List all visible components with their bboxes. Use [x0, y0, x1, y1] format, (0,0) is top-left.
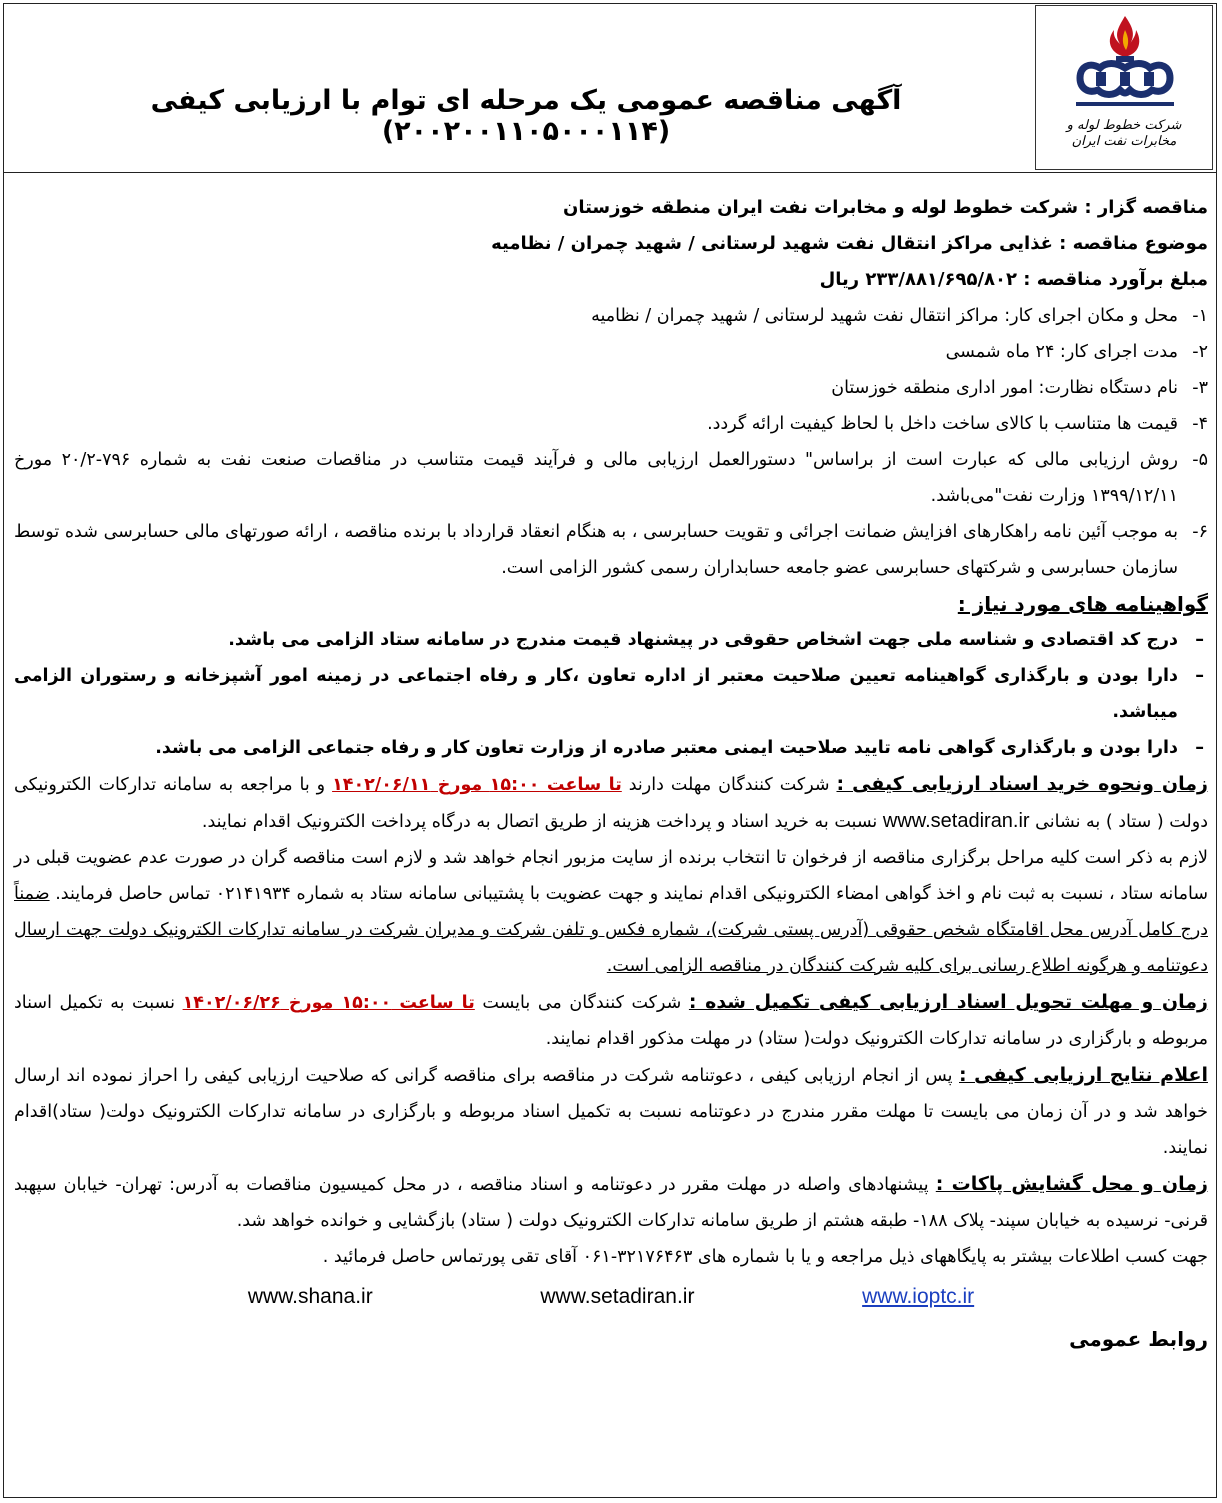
list-item: ۳- نام دستگاه نظارت: امور اداری منطقه خوزستان	[831, 378, 1208, 398]
signature-block	[14, 1321, 1208, 1357]
list-item: ۶- به موجب آئین نامه راهکارهای افزایش ضمانت اجرائی و تقویت حسابرسی ، به هنگام انعقاد قرارداد با برنده مناقصه ، ارائه صورتهای مالی حسابرسی شده توسط سازمان حسابرسی و شرکتهای حسابرسی عضو جامعه حسابداران رسمی کشور الزامی است.	[14, 522, 1208, 578]
organizer-line: مناقصه گزار : شرکت خطوط لوله و مخابرات نفت ایران منطقه خوزستان	[562, 197, 1208, 218]
ioptc-link[interactable]: www.ioptc.ir	[862, 1285, 975, 1308]
setad-link[interactable]: www.setadiran.ir	[882, 810, 1030, 832]
estimate-line: مبلغ برآورد مناقصه : ۲۳۳/۸۸۱/۶۹۵/۸۰۲ ریال	[819, 269, 1208, 290]
list-item: ۱- محل و مکان اجرای کار: مراکز انتقال نفت شهید لرستانی / شهید چمران / نظامیه	[591, 306, 1208, 326]
list-item: ۴- قیمت ها متناسب با کالای ساخت داخل با لحاظ کیفیت ارائه گردد.	[707, 414, 1208, 434]
opening-heading: زمان و محل گشایش پاکات :	[935, 1173, 1208, 1195]
links-row	[14, 1279, 1208, 1315]
purchase-heading: زمان ونحوه خرید اسناد ارزیابی کیفی :	[836, 773, 1208, 795]
delivery-section: زمان و مهلت تحویل اسناد ارزیابی کیفی تکمیل شده : شرکت کنندگان می بایست تا ساعت ۱۵:۰۰ مورخ ۱۴۰۲/۰۶/۲۶ نسبت به تکمیل اسناد مربوطه و بارگزاری در سامانه تدارکات الکترونیک دولت( ستاد) در مهلت مذکور اقدام نمایند.	[14, 991, 1208, 1049]
address-requirement: ضمناً درج کامل آدرس محل اقامتگاه شخص حقوقی (آدرس پستی شرکت)، شماره فکس و تلفن شرکت و مدیران شرکت در سامانه تدارکات الکترونیک دولت جهت ارسال دعوتنامه و هرگونه اطلاع رسانی برای کلیه شرکت کنندگان در مناقصه الزامی است.	[14, 884, 1208, 976]
certificates-list	[14, 622, 1208, 766]
list-item: – درج کد اقتصادی و شناسه ملی جهت اشخاص حقوقی در پیشنهاد قیمت مندرج در سامانه ستاد الزامی می باشد.	[14, 622, 1178, 658]
subject-line: موضوع مناقصه : غذایی مراکز انتقال نفت شهید لرستانی / شهید چمران / نظامیه	[491, 233, 1208, 254]
results-heading: اعلام نتایج ارزیابی کیفی :	[959, 1064, 1208, 1086]
certificates-heading: گواهینامه های مورد نیاز :	[957, 592, 1208, 616]
notice-body	[14, 190, 1208, 1491]
setadiran-link[interactable]: www.setadiran.ir	[540, 1285, 695, 1308]
purchase-deadline: تا ساعت ۱۵:۰۰ مورخ ۱۴۰۲/۰۶/۱۱	[332, 775, 622, 795]
list-item: – دارا بودن و بارگذاری گواهی نامه تایید صلاحیت ایمنی معتبر صادره از وزارت تعاون کار و رفاه جتماعی الزامی می باشد.	[14, 730, 1178, 766]
purchase-section: زمان ونحوه خرید اسناد ارزیابی کیفی : شرکت کنندگان مهلت دارند تا ساعت ۱۵:۰۰ مورخ ۱۴۰۲/۰۶/۱۱ و با مراجعه به سامانه تدارکات الکترونیکی دولت ( ستاد ) به نشانی www.setadiran.ir نسبت به خرید اسناد و پرداخت هزینه از طریق اتصال به درگاه پرداخت الکترونیک اقدام نمایند.	[14, 773, 1208, 832]
list-item: ۲- مدت اجرای کار: ۲۴ ماه شمسی	[945, 342, 1208, 362]
conditions-list	[14, 298, 1208, 586]
public-relations-signature: روابط عمومی	[1069, 1327, 1208, 1351]
delivery-deadline: تا ساعت ۱۵:۰۰ مورخ ۱۴۰۲/۰۶/۲۶	[182, 993, 475, 1013]
list-item: – دارا بودن و بارگذاری گواهینامه تعیین صلاحیت معتبر از اداره تعاون ،کار و رفاه اجتماعی در زمینه امور آشپزخانه و رستوران الزامی میباشد.	[14, 658, 1178, 730]
page-title: آگهی مناقصه عمومی یک مرحله ای توام با ارزیابی کیفی (۲۰۰۲۰۰۱۱۰۵۰۰۰۱۱۴)	[150, 85, 902, 147]
header-divider	[3, 172, 1217, 173]
purchase-note: لازم به ذکر است کلیه مراحل برگزاری مناقصه از فرخوان تا انتخاب برنده از سایت مزبور انجام خواهد شد و لازم است مناقصه گران در صورت عدم عضویت قبلی در سامانه ستاد ، نسبت به ثبت نام و اخذ گواهی امضاء الکترونیکی اقدام نمایند و جهت عضویت با پشتیبانی سامانه ستاد به شماره ۰۲۱۴۱۹۳۴ تماس حاصل فرمایند. ضمناً درج کامل آدرس محل اقامتگاه شخص حقوقی (آدرس پستی شرکت)، شماره فکس و تلفن شرکت و مدیران شرکت در سامانه تدارکات الکترونیک دولت جهت ارسال دعوتنامه و هرگونه اطلاع رسانی برای کلیه شرکت کنندگان در مناقصه الزامی است.	[14, 848, 1208, 976]
contact-line: جهت کسب اطلاعات بیشتر به پایگاههای ذیل مراجعه و یا با شماره های ۳۲۱۷۶۴۶۳-۰۶۱ آقای تقی پورتماس حاصل فرمائید .	[322, 1247, 1208, 1267]
flame-pipeline-logo-icon	[1066, 12, 1184, 116]
shana-link[interactable]: www.shana.ir	[247, 1285, 373, 1308]
opening-section: زمان و محل گشایش پاکات : پیشنهادهای واصله در مهلت مقرر در دعوتنامه و اسناد مناقصه ، در محل کمیسیون مناقصات به آدرس: تهران- خیابان سپهبد قرنی- نرسیده به خیابان سپند- پلاک ۱۸۸- طبقه هشتم از طریق سامانه تدارکات الکترونیک دولت ( ستاد) بازگشایی و خوانده خواهد شد.	[14, 1173, 1208, 1231]
results-section: اعلام نتایج ارزیابی کیفی : پس از انجام ارزیابی کیفی ، دعوتنامه شرکت در مناقصه برای مناقصه گرانی که صلاحیت ارزیابی کیفی را احراز نموده اند ارسال خواهد شد و در آن زمان می بایست تا مهلت مقرر مندرج در دعوتنامه نسبت به تکمیل اسناد مربوطه و بارگزاری در سامانه تدارکات الکترونیک دولت( ستاد)اقدام نمایند.	[14, 1064, 1208, 1158]
list-item: ۵- روش ارزیابی مالی که عبارت است از براساس" دستورالعمل ارزیابی مالی و فرآیند قیمت متناسب در مناقصات صنعت نفت به شماره ۷۹۶-۲۰/۲ مورخ ۱۳۹۹/۱۲/۱۱ وزارت نفت"می‌باشد.	[14, 450, 1208, 506]
delivery-heading: زمان و مهلت تحویل اسناد ارزیابی کیفی تکمیل شده :	[688, 991, 1208, 1013]
logo-caption: شرکت خطوط لوله و مخابرات نفت ایران	[1066, 118, 1182, 149]
company-logo	[1035, 5, 1213, 170]
